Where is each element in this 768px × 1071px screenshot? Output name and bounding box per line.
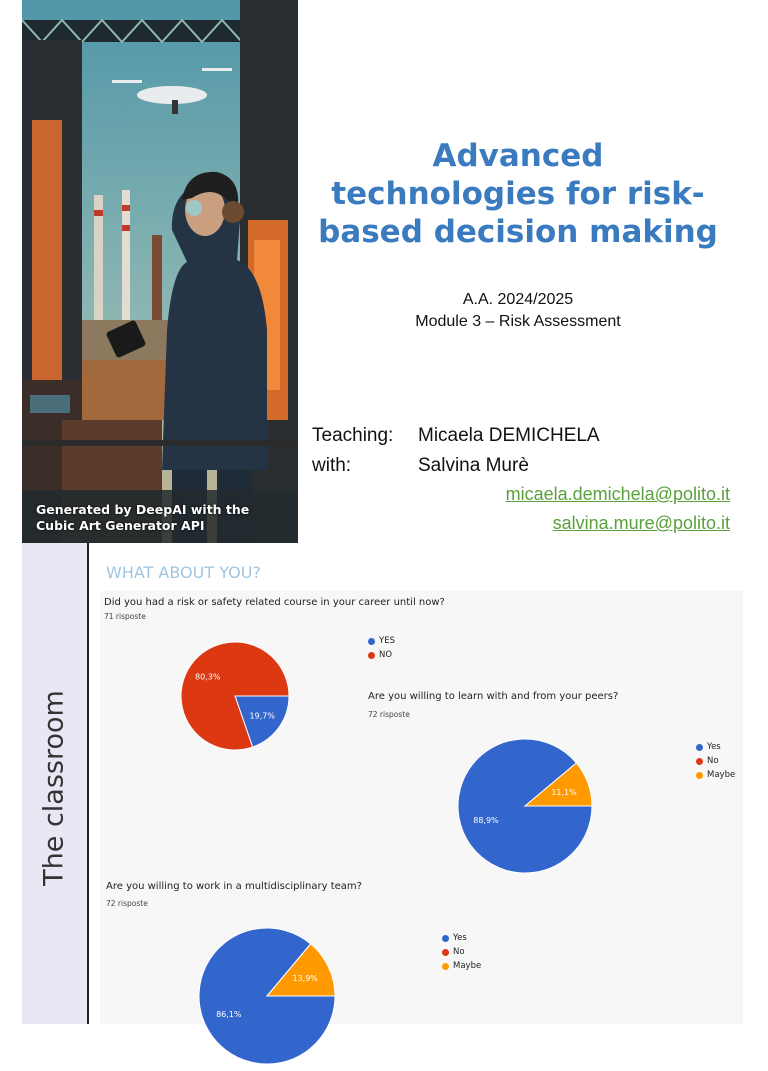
sidebar xyxy=(22,543,89,1024)
teacher-name: Micaela DEMICHELA xyxy=(418,425,600,446)
chart3-pie xyxy=(192,921,342,1071)
legend-item-yes xyxy=(696,740,735,754)
chart2-question: Are you willing to learn with and from your peers? xyxy=(368,691,619,702)
legend-label: NO xyxy=(379,650,393,660)
module-subtitle: Module 3 – Risk Assessment xyxy=(415,313,621,330)
legend-dot-icon xyxy=(368,652,375,659)
pie-value-label: 19,7% xyxy=(249,711,275,721)
cover-illustration xyxy=(22,0,298,543)
legend-item-no xyxy=(368,648,395,662)
email-link-demichela[interactable]: micaela.demichela@polito.it xyxy=(505,484,730,504)
legend-dot-icon xyxy=(696,744,703,751)
with-label: with: xyxy=(312,455,352,476)
presentation-title: Advanced technologies for risk-based decision making xyxy=(318,138,718,250)
section-heading: WHAT ABOUT YOU? xyxy=(106,563,261,582)
chart3-question: Are you willing to work in a multidisciplinary team? xyxy=(106,881,362,892)
legend-label: Yes xyxy=(707,742,721,752)
chart1-response-count: 71 risposte xyxy=(104,612,146,621)
academic-year: A.A. 2024/2025 xyxy=(462,291,574,308)
chart3-legend xyxy=(442,931,481,973)
legend-item-maybe xyxy=(442,959,481,973)
legend-label: Yes xyxy=(453,933,467,943)
legend-dot-icon xyxy=(696,772,703,779)
legend-label: No xyxy=(453,947,465,957)
classroom-survey-slide xyxy=(22,543,768,1024)
legend-item-no xyxy=(696,754,735,768)
chart1-question: Did you had a risk or safety related course in your career until now? xyxy=(104,597,445,608)
co-teacher-name: Salvina Murè xyxy=(418,455,529,476)
chart2-pie xyxy=(450,731,600,881)
legend-dot-icon xyxy=(696,758,703,765)
chart3-response-count: 72 risposte xyxy=(106,899,148,908)
chart2-response-count: 72 risposte xyxy=(368,710,410,719)
pie-value-label: 11,1% xyxy=(551,787,577,797)
sidebar-title: The classroom xyxy=(38,690,70,886)
legend-item-yes xyxy=(368,634,395,648)
legend-dot-icon xyxy=(442,963,449,970)
legend-label: Maybe xyxy=(707,770,736,780)
pie-value-label: 13,9% xyxy=(292,974,318,984)
image-credit-caption: Generated by DeepAI with the Cubic Art Generator API xyxy=(36,502,250,533)
legend-label: No xyxy=(707,756,719,766)
chart2-legend xyxy=(696,740,735,782)
chart1-legend xyxy=(368,634,395,662)
chart1-pie xyxy=(170,631,300,761)
legend-dot-icon xyxy=(442,949,449,956)
email-link-mure[interactable]: salvina.mure@polito.it xyxy=(552,513,730,533)
pie-value-label: 86,1% xyxy=(216,1009,242,1019)
legend-dot-icon xyxy=(368,638,375,645)
legend-item-maybe xyxy=(696,768,735,782)
legend-label: YES xyxy=(379,636,395,646)
legend-item-yes xyxy=(442,931,481,945)
survey-results-panel xyxy=(100,591,743,1024)
teaching-label: Teaching: xyxy=(312,425,394,446)
legend-label: Maybe xyxy=(453,961,482,971)
pie-value-label: 80,3% xyxy=(195,672,221,682)
legend-item-no xyxy=(442,945,481,959)
legend-dot-icon xyxy=(442,935,449,942)
pie-value-label: 88,9% xyxy=(473,816,499,826)
industrial-scene-image xyxy=(22,0,298,543)
